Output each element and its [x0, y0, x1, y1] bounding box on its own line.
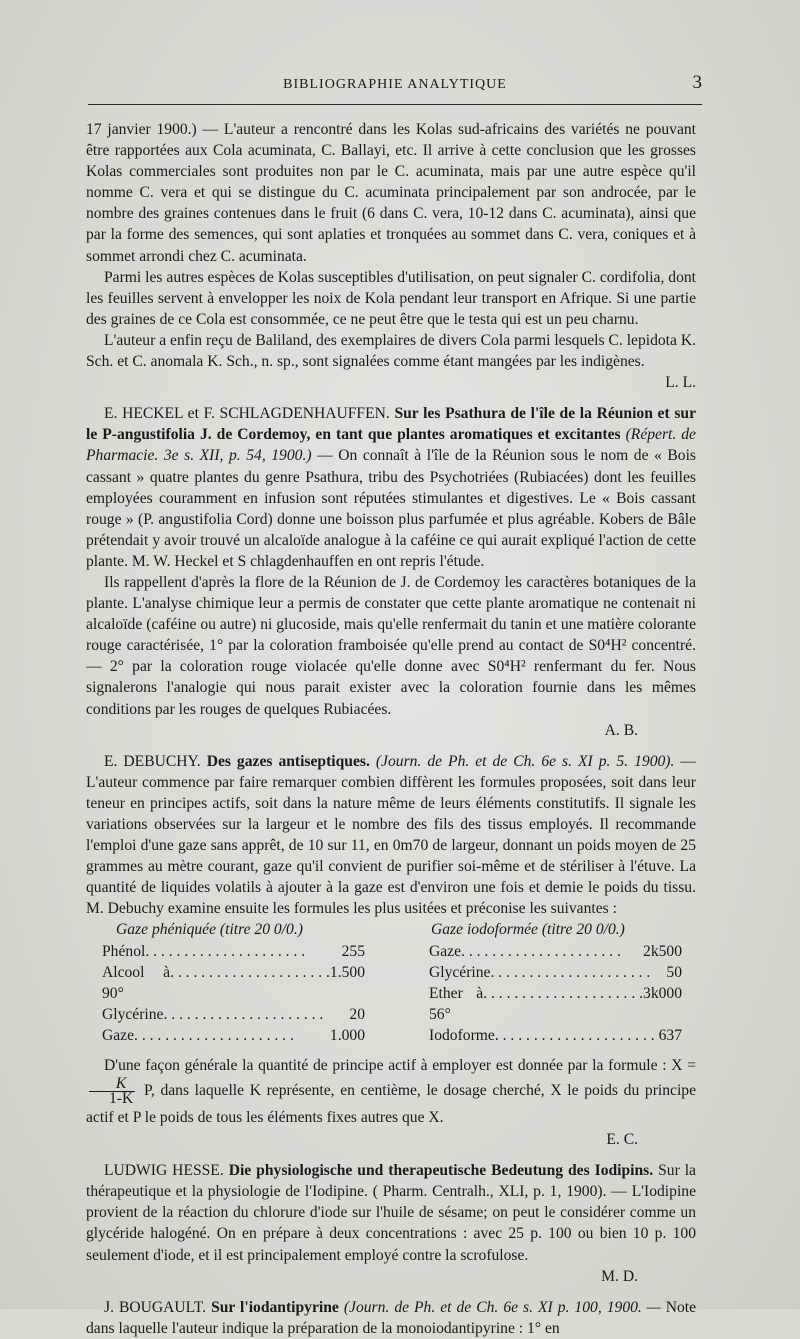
running-header — [88, 72, 702, 105]
ingredient-name: Phénol — [102, 942, 146, 960]
gazes-authors: E. DEBUCHY. — [104, 752, 201, 770]
iodantipyrine-reference: (Journ. de Ph. et de Ch. 6e s. XI p. 100, 1900. — — [343, 1298, 661, 1316]
iodoform-row: Gaze . . . . . . . . . . . . . . . . . . . . . 2k500 — [429, 941, 682, 962]
gazes-reference: (Journ. de Ph. et de Ch. 6e s. XI p. 5. 1900). — [375, 752, 675, 770]
ingredient-qty: 637 — [658, 1026, 682, 1044]
ingredient-name: Glycérine — [102, 1005, 164, 1023]
iodoform-row: Glycérine . . . . . . . . . . . . . . . . . . . . . 50 — [429, 962, 682, 983]
iodantipyrine-title: Sur l'iodantipyrine — [211, 1298, 339, 1316]
ingredient-name: Alcool à 90° — [102, 963, 171, 1002]
gaze-formulas-table — [86, 919, 696, 1046]
iodipin-entry — [86, 1160, 696, 1265]
psathura-authors: E. HECKEL et F. SCHLAGDENHAUFFEN. — [104, 405, 390, 423]
fraction-denominator: 1-K — [109, 1090, 134, 1108]
ingredient-qty: 1.500 — [329, 963, 365, 981]
iodantipyrine-entry — [86, 1297, 696, 1339]
ingredient-name: Gaze — [429, 942, 462, 960]
iodipin-signature: M. D. — [601, 1267, 638, 1285]
gazes-entry — [86, 751, 696, 920]
ingredient-qty: 50 — [666, 963, 682, 981]
formula-text-start: D'une façon générale la quantité de principe actif à employer est donnée par la formule : X = — [104, 1057, 696, 1075]
gazes-paragraph-1: — L'auteur commence par faire remarquer combien diffèrent les formules proposées, soit dans leur teneur en principes actifs, soit dans la nature même de leurs éléments constitutifs. Il signale les variations observées sur la largeur et le nombre des fils des tissus employés. Il recommande l'emploi d'une gaze sans apprêt, de 10 sur 11, en 0m70 de largeur, donnant un poids moyen de 25 grammes au mètre courant, gaze qu'il convient de purifier soi-même et de stériliser à l'étuve. La quantité de liquides volatils à ajouter à la gaze est d'environ une fois et demie le poids du tissu. M. Debuchy examine ensuite les formules les plus usitées et préconise les suivantes : — [86, 752, 696, 918]
formula-text-end: P, dans laquelle K représente, en centième, le dosage cherché, X le poids du principe actif et P le poids de tous les éléments fixes autres que X. — [86, 1082, 696, 1127]
ingredient-qty: 1.000 — [329, 1026, 365, 1044]
iodipin-authors: LUDWIG HESSE. — [104, 1162, 224, 1180]
phenol-row: Alcool à 90° . . . . . . . . . . . . . . . . . . . . . 1.500 — [102, 962, 365, 1004]
psathura-entry — [86, 403, 696, 572]
psathura-paragraph-1: — On connaît à l'île de la Réunion sous le nom de « Bois cassant » quatre plantes du genre Psathura, tribu des Psychotriées (Rubiacées) dont les feuilles employées couramment en infusion sont réputées stimulantes et digestives. Le « Bois cassant rouge » (P. angustifolia Cord) donne une boisson plus parfumée et plus agréable. Kobers de Bâle prétendait y avoir trouvé un alcaloïde analogue à la caféine ce qui aurait expliqué l'action de cette plante. M. W. Heckel et S chlagdenhauffen en ont repris l'étude. — [86, 447, 696, 570]
kola-paragraph-3 — [86, 330, 696, 372]
running-title: BIBLIOGRAPHIE ANALYTIQUE — [283, 77, 507, 92]
fraction-formula — [89, 1077, 135, 1106]
fraction-numerator: K — [89, 1077, 135, 1092]
phenol-row: Phénol . . . . . . . . . . . . . . . . . . . . . 255 — [102, 941, 365, 962]
iodoform-gaze-heading: Gaze iodoformée (titre 20 0/0.) — [431, 921, 625, 939]
phenol-row: Gaze . . . . . . . . . . . . . . . . . . . . . 1.000 — [102, 1025, 365, 1046]
ingredient-qty: 20 — [349, 1005, 365, 1023]
psathura-signature: A. B. — [604, 721, 638, 739]
ingredient-qty: 3k000 — [643, 984, 682, 1002]
psathura-title: Sur les Psathura de l'île de la Réunion et sur le P-angustifolia J. de Cordemoy, en tant que plantes aromatiques et excitantes — [86, 405, 696, 444]
iodantipyrine-authors: J. BOUGAULT. — [104, 1298, 207, 1316]
ingredient-qty: 2k500 — [643, 942, 682, 960]
ingredient-name: Gaze — [102, 1026, 135, 1044]
iodoform-row: Iodoforme . . . . . . . . . . . . . . . . . . . . . 637 — [429, 1025, 682, 1046]
page-number: 3 — [692, 72, 702, 93]
gazes-title: Des gazes antiseptiques. — [206, 752, 370, 770]
ingredient-name: Iodoforme — [429, 1026, 495, 1044]
ingredient-name: Glycérine — [429, 963, 491, 981]
iodipin-paragraph-1: Sur la thérapeutique et la physiologie de l'Iodipine. ( Pharm. Centralh., XLI, p. 1, 1900). — L'Iodipine provient de la réaction du chlorure d'iode sur l'huile de sésame; on peut le considérer comme un glycéride halogéné. On en prépare à deux concentrations : avec 25 p. 100 ou bien 10 p. 100 seulement d'iode, et il est principalement employé contre la scrofulose. — [86, 1162, 696, 1264]
iodoform-row: Ether à 56° . . . . . . . . . . . . . . . . . . . . . 3k000 — [429, 983, 682, 1025]
psathura-reference: (Répert. de Pharmacie. 3e s. XII, p. 54, 1900.) — [86, 426, 696, 465]
gazes-signature: E. C. — [606, 1131, 638, 1149]
kola-paragraph-2: Parmi les autres espèces de Kolas susceptibles d'utilisation, on peut signaler C. cordifolia, dont les feuilles servent à envelopper les noix de Kola pendant leur transport en Afrique. Si une partie des graines de ce Cola est consommée, ce ne peut être que le testa qui est un peu charnu. — [86, 268, 696, 328]
kola-paragraph-3-text: L'auteur a enfin reçu de Baliland, des exemplaires de divers Cola parmi lesquels C. lepidota K. Sch. et C. anomala K. Sch., n. sp., sont signalées comme étant mangées par les indigènes. — [86, 331, 696, 371]
ingredient-qty: 255 — [341, 942, 365, 960]
iodipin-title: Die physiologische und therapeutische Bedeutung des Iodipins. — [228, 1162, 654, 1180]
kola-signature: L. L. — [665, 374, 696, 392]
phenol-gaze-heading: Gaze phéniquée (titre 20 0/0.) — [116, 921, 303, 939]
page-body — [86, 119, 696, 1339]
phenol-row: Glycérine . . . . . . . . . . . . . . . . . . . . . 20 — [102, 1004, 365, 1025]
ingredient-name: Ether à 56° — [429, 984, 484, 1023]
iodantipyrine-paragraph-1: Note dans laquelle l'auteur indique la préparation de la monoiodantipyrine : 1° en — [86, 1298, 697, 1337]
kola-paragraph-1: 17 janvier 1900.) — L'auteur a rencontré dans les Kolas sud-africains des variétés ne pouvant être rapportées aux Cola acuminata, C. Ballayi, etc. Il arrive à cette conclusion que les grosses Kolas commerciales sont produites non par le C. acuminata, mais par une autre espèce qu'il nomme C. vera et qui se distingue du C. acuminata principalement par son androcée, par le nombre des graines contenues dans le fruit (6 dans C. vera, 10-12 dans C. acuminata), ainsi que par la forme des semences, qui sont aplaties et tronquées au sommet dans C. vera, coniques et à sommet arrondi chez C. acuminata. — [86, 121, 696, 265]
psathura-paragraph-2: Ils rappellent d'après la flore de la Réunion de J. de Cordemoy les caractères botaniques de la plante. L'analyse chimique leur a permis de constater que cette plante aromatique ne contenait ni alcaloïde (caféine ou autre) ni glucoside, mais qu'elle renfermait du tanin et une matière colorante rouge caractérisée, 1° par la coloration framboisée qu'elle prend au contact de S0⁴H² concentré. — 2° par la coloration rouge violacée qu'elle donne avec S0⁴H² renfermant du fer. Nous signalerons l'analogie qui nous parait exister avec la coloration fournie dans les mêmes conditions par les rouges de quelques Rubiacées. — [86, 573, 696, 718]
gazes-paragraph-2 — [86, 1054, 696, 1129]
